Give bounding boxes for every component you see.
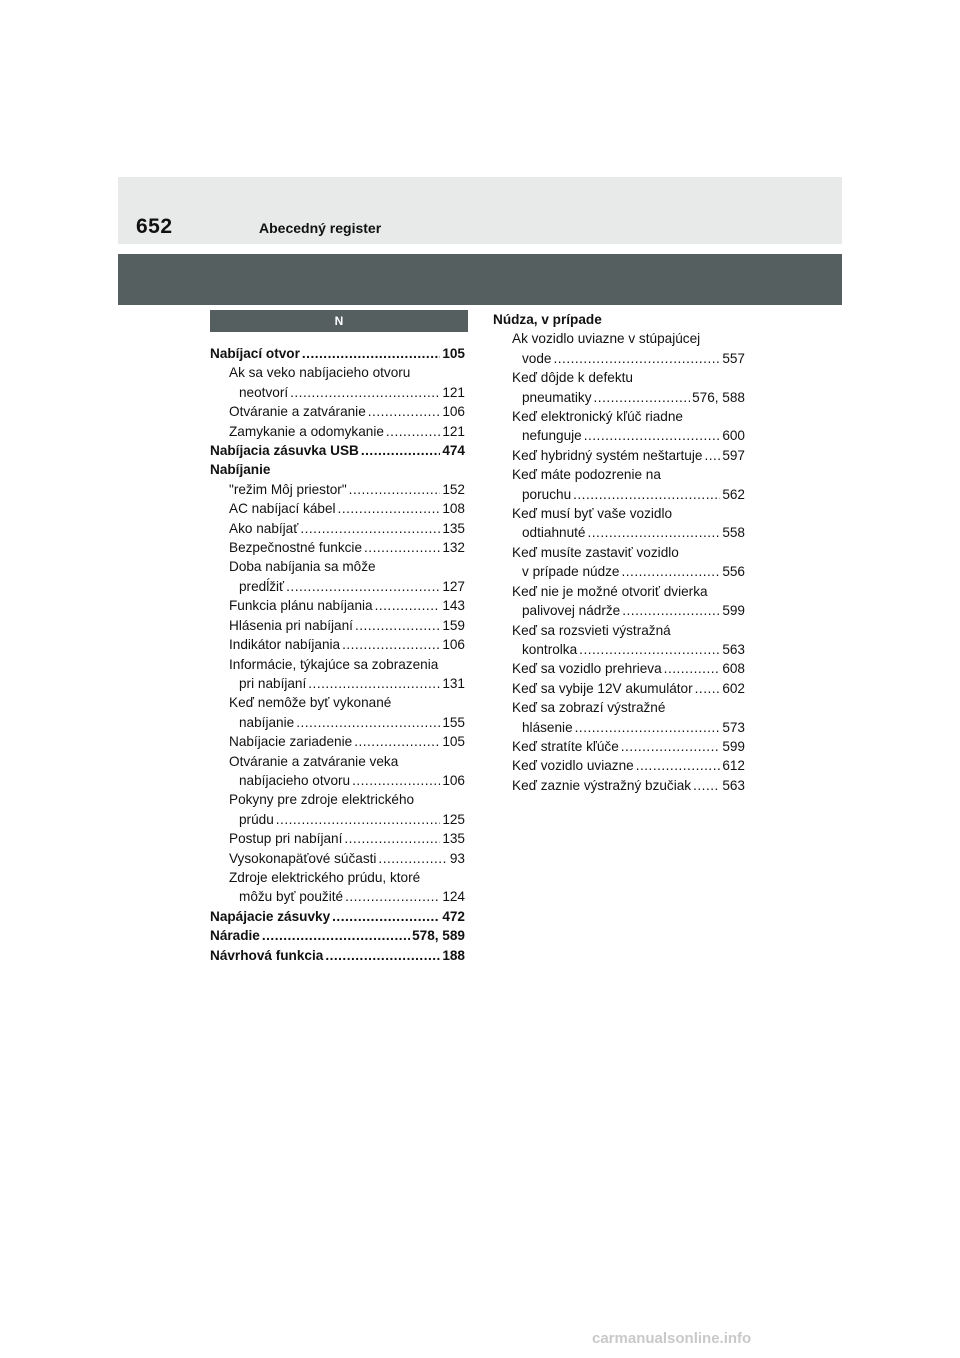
index-subentry [493, 679, 745, 698]
index-entry-text: Nabíjanie [210, 462, 271, 478]
index-page-ref: 608 [722, 661, 745, 677]
index-entry-text: hlásenie [522, 719, 573, 735]
index-page-ref: 474 [442, 443, 465, 459]
dot-leader [573, 485, 720, 504]
index-entry-text: Postup pri nabíjaní [229, 831, 343, 847]
index-entry-text: predĺžiť [239, 578, 285, 594]
index-subentry [210, 402, 465, 421]
index-subentry [493, 698, 745, 717]
index-subentry [493, 718, 745, 737]
index-subentry [493, 621, 745, 640]
index-subentry [493, 737, 745, 756]
index-entry-text: Keď elektronický kľúč riadne [512, 409, 683, 425]
index-entry-text: Keď máte podozrenie na [512, 467, 661, 483]
index-page-ref: 563 [722, 641, 745, 657]
dot-leader [325, 946, 440, 965]
index-page-ref: 556 [722, 564, 745, 580]
index-entry-text: Keď musí byť vaše vozidlo [512, 506, 673, 522]
index-entry-text: Nabíjacie zariadenie [229, 734, 353, 750]
index-entry-text: nabíjanie [239, 714, 295, 730]
index-subentry [493, 407, 745, 426]
index-entry-text: odtiahnuté [522, 525, 586, 541]
dot-leader [695, 679, 721, 698]
index-entry-text: Keď dôjde k defektu [512, 370, 633, 386]
dot-leader [636, 756, 721, 775]
index-entry-text: Pokyny pre zdroje elektrického [229, 792, 415, 808]
page-number: 652 [136, 215, 173, 238]
index-subentry [493, 368, 745, 387]
index-page-ref: 600 [722, 428, 745, 444]
index-entry-text: Bezpečnostné funkcie [229, 540, 363, 556]
index-entry-text: Vysokonapäťové súčasti [229, 850, 377, 866]
index-entry-text: Ak vozidlo uviazne v stúpajúcej [512, 331, 701, 347]
dot-leader [355, 616, 440, 635]
index-entry [210, 344, 465, 363]
index-subentry [210, 422, 465, 441]
index-page-ref: 612 [722, 758, 745, 774]
index-entry-text: prúdu [239, 811, 274, 827]
index-subentry [493, 446, 745, 465]
index-entry-text: AC nabíjací kábel [229, 501, 336, 517]
index-entry-text: Funkcia plánu nabíjania [229, 598, 373, 614]
index-subentry [210, 655, 465, 674]
index-subentry [210, 596, 465, 615]
index-subentry [210, 557, 465, 576]
index-subentry [493, 562, 745, 581]
index-page-ref: 563 [722, 777, 745, 793]
dot-leader [300, 519, 440, 538]
index-page-ref: 135 [442, 520, 465, 536]
index-entry-text: môžu byť použité [239, 889, 344, 905]
index-entry-text: "režim Môj priestor" [229, 481, 347, 497]
dot-leader [302, 344, 440, 363]
index-page-ref: 131 [442, 675, 465, 691]
index-subentry [210, 363, 465, 382]
dot-leader [296, 713, 440, 732]
index-entry-text: Ak sa veko nabíjacieho otvoru [229, 365, 411, 381]
index-subentry [493, 504, 745, 523]
index-page-ref: 599 [722, 738, 745, 754]
index-entry-text: Keď hybridný systém neštartuje [512, 447, 703, 463]
index-entry [210, 926, 465, 945]
index-page-ref: 602 [722, 680, 745, 696]
index-entry-text: Keď musíte zastaviť vozidlo [512, 544, 679, 560]
dot-leader [584, 426, 721, 445]
index-page-ref: 576, 588 [692, 389, 745, 405]
dot-leader [349, 480, 441, 499]
index-page-ref: 155 [442, 714, 465, 730]
index-subentry [493, 523, 745, 542]
index-entry [210, 460, 465, 479]
index-subentry [210, 635, 465, 654]
index-column-left [210, 310, 465, 965]
index-entry-text: nabíjacieho otvoru [239, 772, 351, 788]
dot-leader [361, 441, 440, 460]
dot-leader [276, 810, 441, 829]
dot-leader [375, 596, 441, 615]
index-subentry [493, 582, 745, 601]
index-subentry [493, 388, 745, 407]
index-page-ref: 127 [442, 578, 465, 594]
index-page-ref: 578, 589 [412, 928, 465, 944]
index-entry-text: Núdza, v prípade [493, 312, 602, 327]
header-band [118, 177, 842, 244]
index-subentry [210, 829, 465, 848]
index-subentry [493, 640, 745, 659]
index-subentry [210, 790, 465, 809]
index-entry-text: poruchu [522, 486, 572, 502]
dot-leader [664, 659, 721, 678]
index-page-ref: 121 [442, 423, 465, 439]
dot-leader [344, 829, 440, 848]
index-entry-text: nefunguje [522, 428, 582, 444]
index-subentry [493, 465, 745, 484]
index-entry-text: Nabíjacia zásuvka USB [210, 443, 359, 459]
index-subentry [493, 349, 745, 368]
index-page-ref: 558 [722, 525, 745, 541]
dot-leader [588, 523, 721, 542]
index-page-ref: 106 [442, 404, 465, 420]
index-entry [210, 946, 465, 965]
index-subentry [210, 849, 465, 868]
index-subentry [493, 776, 745, 795]
index-page-ref: 132 [442, 540, 465, 556]
index-page-ref: 125 [442, 811, 465, 827]
index-subentry [493, 756, 745, 775]
dot-leader [622, 562, 721, 581]
index-page-ref: 152 [442, 481, 465, 497]
dot-leader [345, 887, 440, 906]
index-subentry [210, 887, 465, 906]
index-entry-text: Keď sa zobrazí výstražné [512, 700, 666, 716]
index-page-ref: 106 [442, 772, 465, 788]
index-page-ref: 106 [442, 637, 465, 653]
index-page-ref: 93 [449, 850, 465, 866]
index-page-ref: 105 [442, 346, 465, 361]
index-entry-text: palivovej nádrže [522, 603, 621, 619]
index-page-ref: 188 [442, 947, 465, 963]
index-page-ref: 108 [442, 501, 465, 517]
dot-leader [262, 926, 410, 945]
index-subentry [210, 499, 465, 518]
index-subentry [493, 485, 745, 504]
index-subentry [493, 601, 745, 620]
index-entry-text: Keď sa vozidlo prehrieva [512, 661, 662, 677]
dot-leader [286, 577, 440, 596]
index-entry-text: neotvorí [239, 384, 289, 400]
dot-leader [386, 422, 440, 441]
index-entry-text: Keď zaznie výstražný bzučiak [512, 777, 692, 793]
index-page-ref: 159 [442, 617, 465, 633]
index-subentry [210, 868, 465, 887]
index-entry-text: Keď stratíte kľúče [512, 738, 619, 754]
dot-leader [622, 601, 720, 620]
index-page-ref: 124 [442, 889, 465, 905]
dot-leader [352, 771, 440, 790]
index-subentry [210, 480, 465, 499]
dot-leader [693, 776, 720, 795]
index-entry-text: Náradie [210, 928, 260, 944]
index-subentry [210, 616, 465, 635]
index-entry-text: Nabíjací otvor [210, 346, 300, 361]
index-entry [493, 310, 745, 329]
index-page-ref: 573 [722, 719, 745, 735]
index-page-ref: 121 [442, 384, 465, 400]
dot-leader [704, 446, 720, 465]
index-page-ref: 599 [722, 603, 745, 619]
index-subentry [210, 693, 465, 712]
index-subentry [493, 659, 745, 678]
dot-leader [378, 849, 447, 868]
dot-leader [308, 674, 440, 693]
index-subentry [210, 771, 465, 790]
index-column-right [493, 310, 745, 795]
index-entry-text: v prípade núdze [522, 564, 620, 580]
dot-leader [332, 907, 440, 926]
index-entry-text: Keď vozidlo uviazne [512, 758, 634, 774]
dot-leader [338, 499, 441, 518]
index-entry-text: pneumatiky [522, 389, 592, 405]
index-subentry [493, 329, 745, 348]
dot-leader [342, 635, 440, 654]
index-entry-text: Zamykanie a odomykanie [229, 423, 384, 439]
index-entry-text: pri nabíjaní [239, 675, 307, 691]
index-entry [210, 907, 465, 926]
index-page-ref: 557 [722, 350, 745, 366]
dot-leader [368, 402, 441, 421]
index-page-ref: 597 [722, 447, 745, 463]
index-subentry [210, 713, 465, 732]
index-entry-text: Otváranie a zatváranie [229, 404, 366, 420]
dot-leader [354, 732, 440, 751]
index-subentry [210, 674, 465, 693]
index-subentry [210, 383, 465, 402]
index-entry-text: Keď nemôže byť vykonané [229, 695, 392, 711]
index-entry [210, 441, 465, 460]
index-subentry [493, 426, 745, 445]
index-entry-text: Hlásenia pri nabíjaní [229, 617, 353, 633]
index-entry-text: Doba nabíjania sa môže [229, 559, 376, 575]
index-subentry [210, 810, 465, 829]
dot-leader [290, 383, 440, 402]
index-letter-heading: N [210, 310, 468, 332]
index-page-ref: 472 [442, 908, 465, 924]
index-page-ref: 135 [442, 831, 465, 847]
index-entry-text: Návrhová funkcia [210, 947, 324, 963]
watermark: carmanualsonline.info [592, 1330, 752, 1347]
index-entry-text: Ako nabíjať [229, 520, 299, 536]
chapter-band [118, 254, 842, 305]
index-entry-text: Otváranie a zatváranie veka [229, 753, 399, 769]
index-entry-text: vode [522, 350, 552, 366]
index-subentry [210, 732, 465, 751]
index-entry-text: Keď nie je možné otvoriť dvierka [512, 583, 708, 599]
index-subentry [210, 752, 465, 771]
dot-leader [594, 388, 691, 407]
index-page-ref: 105 [442, 734, 465, 750]
dot-leader [621, 737, 721, 756]
section-title: Abecedný register [259, 220, 382, 236]
index-entry-text: Zdroje elektrického prúdu, ktoré [229, 869, 421, 885]
index-subentry [210, 577, 465, 596]
dot-leader [579, 640, 720, 659]
index-entry-text: Informácie, týkajúce sa zobrazenia [229, 656, 439, 672]
index-entry-text: Keď sa rozsvieti výstražná [512, 622, 671, 638]
index-page-ref: 143 [442, 598, 465, 614]
index-subentry [493, 543, 745, 562]
dot-leader [553, 349, 720, 368]
index-entry-text: Napájacie zásuvky [210, 908, 331, 924]
index-entry-text: kontrolka [522, 641, 578, 657]
index-entry-text: Keď sa vybije 12V akumulátor [512, 680, 693, 696]
dot-leader [364, 538, 440, 557]
index-entry-text: Indikátor nabíjania [229, 637, 341, 653]
index-subentry [210, 519, 465, 538]
index-page-ref: 562 [722, 486, 745, 502]
index-subentry [210, 538, 465, 557]
dot-leader [575, 718, 721, 737]
